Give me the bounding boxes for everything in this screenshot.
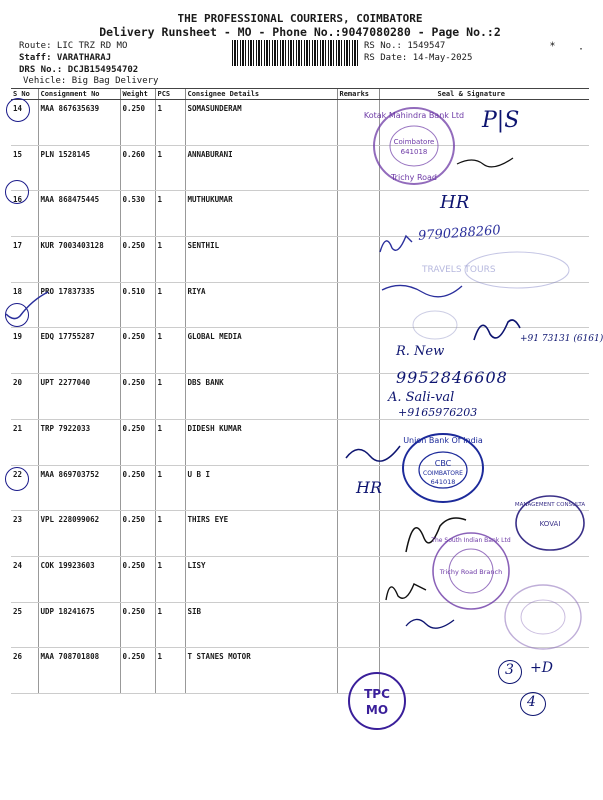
management-stamp (512, 492, 588, 554)
row-pcs: 1 (155, 100, 185, 146)
handwritten-text: A. Sali-val (388, 390, 455, 405)
row-weight: 0.250 (120, 511, 155, 557)
row-remarks (337, 191, 379, 237)
handwritten-text: +91 73131 (6161) (520, 334, 603, 344)
stamp-text: 641018 (430, 478, 456, 486)
row-consignee: DIDESH KUMAR (185, 419, 337, 465)
row-consignment: MAA 708701808 (38, 648, 120, 694)
stamp-text: TPC (364, 687, 390, 701)
handwritten-text: HR (356, 478, 382, 497)
stamp-text: Union Bank Of India (403, 436, 483, 445)
row-pcs: 1 (155, 328, 185, 374)
runsheet-subtitle: Delivery Runsheet - MO - Phone No.:9047080280 - Page No.:2 (99, 25, 501, 39)
stamp-text: Trichy Road Branch (439, 568, 503, 576)
faded-stamp (500, 580, 586, 654)
kotak-bank-stamp (363, 104, 465, 188)
barcode (232, 40, 358, 66)
row-pcs: 1 (155, 648, 185, 694)
row-sno: 17 (11, 237, 38, 283)
signature-mark (344, 440, 402, 466)
row-sno: 20 (11, 374, 38, 420)
sno-circle-mark (5, 467, 29, 491)
row-consignee: T STANES MOTOR (185, 648, 337, 694)
row-consignment: MAA 868475445 (38, 191, 120, 237)
union-bank-stamp (398, 430, 488, 506)
stamp-text: Trichy Road (390, 173, 438, 182)
stamp-text: MANAGEMENT CONSULTA (514, 502, 586, 508)
row-consignee: MUTHUKUMAR (185, 191, 337, 237)
row-sno: 26 (11, 648, 38, 694)
col-header-pcs: PCS (155, 89, 185, 100)
row-consignment: UDP 18241675 (38, 602, 120, 648)
table-header-row (11, 89, 589, 100)
handwritten-text: P|S (482, 108, 520, 133)
faded-stamp (410, 308, 460, 342)
stamp-text: MO (365, 703, 389, 717)
table-row (11, 465, 589, 511)
row-consignee: LISY (185, 556, 337, 602)
row-weight: 0.250 (120, 556, 155, 602)
row-consignment: MAA 867635639 (38, 100, 120, 146)
handwritten-text: 3 (505, 662, 514, 678)
row-consignment: MAA 869703752 (38, 465, 120, 511)
row-weight: 0.510 (120, 282, 155, 328)
sno-circle-mark (6, 98, 30, 122)
stamp-text: TRAVELS TOURS (422, 265, 496, 275)
faded-stamp (372, 250, 592, 310)
row-consignment: PRO 17837335 (38, 282, 120, 328)
row-consignment: TRP 7922033 (38, 419, 120, 465)
row-weight: 0.260 (120, 145, 155, 191)
row-pcs: 1 (155, 511, 185, 557)
row-remarks (337, 374, 379, 420)
row-remarks (337, 556, 379, 602)
stamp-text: 641018 (400, 148, 428, 156)
row-weight: 0.250 (120, 374, 155, 420)
row-consignee: U B I (185, 465, 337, 511)
signature-mark (470, 312, 524, 346)
handwritten-text: R. New (396, 344, 445, 359)
signature-mark (404, 612, 458, 632)
corner-mark: · (578, 44, 585, 55)
row-remarks (337, 602, 379, 648)
col-header-sno: S No (11, 89, 38, 100)
vehicle-label: Vehicle: Big Bag Delivery (23, 76, 159, 86)
row-weight: 0.250 (120, 328, 155, 374)
sno-circle-mark (5, 180, 29, 204)
row-consignee: RIYA (185, 282, 337, 328)
row-consignment: COK 19923603 (38, 556, 120, 602)
route-label: Route: LIC TRZ RD MO (19, 41, 128, 51)
handwritten-text: 9790288260 (417, 223, 502, 244)
row-sno: 21 (11, 419, 38, 465)
staff-label: Staff: VARATHARAJ (19, 53, 112, 63)
col-header-consignee: Consignee Details (185, 89, 337, 100)
row-consignee: SIB (185, 602, 337, 648)
stamp-text: KOVAI (539, 520, 561, 528)
row-remarks (337, 511, 379, 557)
row-consignee: GLOBAL MEDIA (185, 328, 337, 374)
row-consignment: VPL 228099062 (38, 511, 120, 557)
signature-mark (380, 570, 430, 606)
stamp-text: Kotak Mahindra Bank Ltd (363, 111, 465, 120)
rs-number: RS No.: 1549547 (364, 41, 446, 51)
row-pcs: 1 (155, 556, 185, 602)
corner-mark: ⁎ (550, 38, 555, 49)
col-header-remarks: Remarks (337, 89, 379, 100)
company-title: THE PROFESSIONAL COURIERS, COIMBATORE (177, 12, 423, 25)
handwritten-text: HR (440, 192, 470, 213)
row-weight: 0.530 (120, 191, 155, 237)
row-consignment: UPT 2277040 (38, 374, 120, 420)
table-row (11, 419, 589, 465)
drs-label: DRS No.: DCJB154954702 (19, 65, 139, 75)
row-sno: 14 (11, 100, 38, 146)
row-remarks (337, 328, 379, 374)
row-sno: 23 (11, 511, 38, 557)
signature-mark (455, 150, 515, 170)
col-header-consignment: Consignment No (38, 89, 120, 100)
row-sno: 22 (11, 465, 38, 511)
row-weight: 0.250 (120, 465, 155, 511)
stamp-text: The South Indian Bank Ltd (431, 537, 511, 544)
row-pcs: 1 (155, 282, 185, 328)
row-consignment: PLN 1528145 (38, 145, 120, 191)
stamp-text: Coimbatore (393, 138, 435, 146)
row-sno: 16 (11, 191, 38, 237)
row-weight: 0.250 (120, 602, 155, 648)
col-header-weight: Weight (120, 89, 155, 100)
table-row (11, 191, 589, 237)
row-pcs: 1 (155, 465, 185, 511)
row-consignment: KUR 7003403128 (38, 237, 120, 283)
row-consignee: THIRS EYE (185, 511, 337, 557)
row-pcs: 1 (155, 145, 185, 191)
handwritten-text: 9952846608 (396, 368, 508, 387)
handwritten-text: 4 (527, 694, 536, 710)
row-consignee: SENTHIL (185, 237, 337, 283)
row-sno: 18 (11, 282, 38, 328)
handwritten-text: +9165976203 (398, 406, 478, 419)
row-pcs: 1 (155, 419, 185, 465)
stamp-text: COIMBATORE (423, 470, 463, 477)
row-weight: 0.250 (120, 237, 155, 283)
row-consignee: SOMASUNDERAM (185, 100, 337, 146)
row-sno: 19 (11, 328, 38, 374)
row-consignee: DBS BANK (185, 374, 337, 420)
row-pcs: 1 (155, 237, 185, 283)
tick-mark-icon (2, 288, 52, 328)
row-pcs: 1 (155, 602, 185, 648)
row-signature (379, 648, 589, 694)
row-weight: 0.250 (120, 648, 155, 694)
row-sno: 25 (11, 602, 38, 648)
rs-date: RS Date: 14-May-2025 (364, 53, 473, 63)
tpc-mo-stamp (346, 670, 408, 732)
row-consignee: ANNABURANI (185, 145, 337, 191)
row-pcs: 1 (155, 191, 185, 237)
row-pcs: 1 (155, 374, 185, 420)
row-sno: 15 (11, 145, 38, 191)
row-weight: 0.250 (120, 100, 155, 146)
col-header-signature: Seal & Signature (379, 89, 589, 100)
stamp-text: CBC (434, 459, 452, 468)
row-sno: 24 (11, 556, 38, 602)
row-consignment: EDQ 17755287 (38, 328, 120, 374)
row-weight: 0.250 (120, 419, 155, 465)
handwritten-text: +D (530, 660, 553, 676)
